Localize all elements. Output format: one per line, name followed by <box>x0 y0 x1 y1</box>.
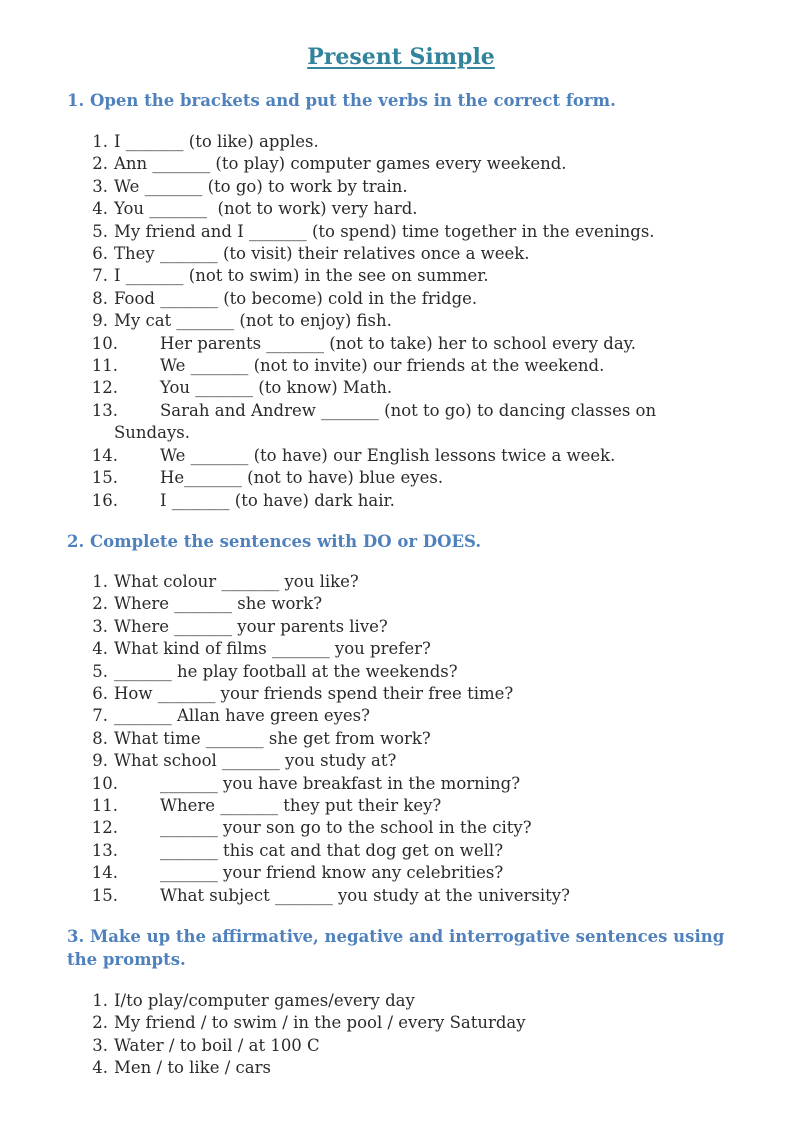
item-number: 1. <box>92 572 108 591</box>
item-text: What school _______ you study at? <box>114 751 397 771</box>
list-item <box>0 377 794 399</box>
item-number: 1. <box>92 132 108 151</box>
item-text: Water / to boil / at 100 C <box>114 1035 320 1055</box>
item-text: What kind of films _______ you prefer? <box>114 639 431 659</box>
item-text: I/to play/computer games/every day <box>114 991 415 1010</box>
item-number: 2. <box>92 594 108 614</box>
list-item <box>0 333 794 355</box>
item-number: 3. <box>92 176 108 196</box>
item-number: 10. <box>91 333 118 353</box>
item-text: Food _______ (to become) cold in the fridge. <box>114 288 478 308</box>
item-text: Where _______ they put their key? <box>160 796 442 816</box>
item-text: I _______ (not to swim) in the see on summer. <box>114 266 489 286</box>
list-item <box>0 221 794 243</box>
list-item <box>0 683 794 705</box>
list-item <box>0 310 794 332</box>
page-title: Present Simple <box>307 44 495 70</box>
section-3-heading: 3. Make up the affirmative, negative and interrogative sentences using the prompts. <box>67 927 725 969</box>
item-number: 8. <box>92 728 108 748</box>
list-item <box>0 1057 794 1079</box>
item-text: You _______ (to know) Math. <box>160 378 393 398</box>
item-number: 9. <box>92 311 108 331</box>
item-number: 16. <box>91 490 118 510</box>
item-text-continuation: Sundays. <box>114 423 190 443</box>
list-item <box>0 153 794 175</box>
item-number: 5. <box>92 221 108 241</box>
item-text: Where _______ she work? <box>114 594 323 614</box>
section-1-heading: 1. Open the brackets and put the verbs in the correct form. <box>67 91 616 110</box>
list-item <box>0 862 794 884</box>
item-number: 15. <box>91 885 118 905</box>
list-item <box>0 1035 794 1057</box>
list-item <box>0 288 794 310</box>
item-text: I _______ (to have) dark hair. <box>160 490 395 510</box>
list-item <box>0 990 794 1012</box>
item-number: 13. <box>91 400 118 420</box>
item-text: Men / to like / cars <box>114 1058 271 1078</box>
list-item <box>0 817 794 839</box>
item-number: 15. <box>91 468 118 488</box>
item-text: He_______ (not to have) blue eyes. <box>160 468 444 488</box>
item-text: We _______ (to go) to work by train. <box>114 176 408 196</box>
list-item <box>0 1012 794 1034</box>
item-number: 12. <box>91 818 118 838</box>
item-number: 3. <box>92 616 108 636</box>
item-number: 4. <box>92 639 108 659</box>
item-text: We _______ (not to invite) our friends at the weekend. <box>160 356 605 376</box>
list-item <box>0 840 794 862</box>
item-number: 8. <box>92 288 108 308</box>
list-item <box>0 638 794 660</box>
list-item <box>0 728 794 750</box>
item-number: 2. <box>92 1013 108 1033</box>
list-item <box>0 885 794 907</box>
item-number: 6. <box>92 684 108 704</box>
list-item <box>0 490 794 512</box>
item-text: They _______ (to visit) their relatives once a week. <box>114 244 530 264</box>
list-item <box>0 661 794 683</box>
item-number: 6. <box>92 244 108 264</box>
item-text: _______ your friend know any celebrities? <box>160 863 504 883</box>
list-item <box>0 445 794 467</box>
item-number: 14. <box>91 863 118 883</box>
item-number: 7. <box>92 266 108 286</box>
list-item <box>0 243 794 265</box>
list-item <box>0 705 794 727</box>
item-text: My friend / to swim / in the pool / every Saturday <box>114 1013 526 1033</box>
item-text: _______ this cat and that dog get on well? <box>160 840 504 860</box>
item-text: We _______ (to have) our English lessons twice a week. <box>160 445 616 465</box>
item-text: I _______ (to like) apples. <box>114 132 319 151</box>
item-text: How _______ your friends spend their free time? <box>114 684 514 704</box>
list-item <box>0 131 794 153</box>
list-item <box>0 750 794 772</box>
section-3-list <box>0 990 794 1080</box>
item-text: Her parents _______ (not to take) her to school every day. <box>160 333 637 353</box>
item-number: 9. <box>92 751 108 771</box>
list-item <box>0 265 794 287</box>
item-number: 1. <box>92 991 108 1010</box>
item-text: Sarah and Andrew _______ (not to go) to dancing classes on <box>160 400 657 420</box>
item-number: 11. <box>91 796 118 816</box>
item-number: 4. <box>92 199 108 219</box>
item-text: Ann _______ (to play) computer games every weekend. <box>114 154 567 174</box>
list-item <box>0 467 794 489</box>
item-text: What time _______ she get from work? <box>114 728 431 748</box>
item-number: 3. <box>92 1035 108 1055</box>
list-item <box>0 198 794 220</box>
item-text: Where _______ your parents live? <box>114 616 388 636</box>
list-item <box>0 400 794 445</box>
list-item <box>0 355 794 377</box>
item-text: _______ you have breakfast in the morning? <box>160 773 521 793</box>
item-text: My cat _______ (not to enjoy) fish. <box>114 311 392 331</box>
item-number: 11. <box>91 356 118 376</box>
list-item <box>0 593 794 615</box>
section-2-list <box>0 571 794 907</box>
item-number: 4. <box>92 1058 108 1078</box>
item-number: 12. <box>91 378 118 398</box>
item-text: _______ he play football at the weekends? <box>114 661 458 681</box>
section-1-list <box>0 131 794 512</box>
item-text: _______ your son go to the school in the city? <box>160 818 532 838</box>
list-item <box>0 571 794 593</box>
item-text: What subject _______ you study at the university? <box>160 885 570 905</box>
item-number: 13. <box>91 840 118 860</box>
item-text: What colour _______ you like? <box>114 572 359 591</box>
item-text: You _______ (not to work) very hard. <box>114 199 418 219</box>
list-item <box>0 176 794 198</box>
item-text: _______ Allan have green eyes? <box>114 706 370 726</box>
list-item <box>0 795 794 817</box>
section-2-heading: 2. Complete the sentences with DO or DOES. <box>67 532 482 551</box>
item-number: 5. <box>92 661 108 681</box>
item-number: 14. <box>91 445 118 465</box>
list-item <box>0 616 794 638</box>
item-text: My friend and I _______ (to spend) time together in the evenings. <box>114 221 655 241</box>
item-number: 10. <box>91 773 118 793</box>
item-number: 7. <box>92 706 108 726</box>
item-number: 2. <box>92 154 108 174</box>
list-item <box>0 773 794 795</box>
